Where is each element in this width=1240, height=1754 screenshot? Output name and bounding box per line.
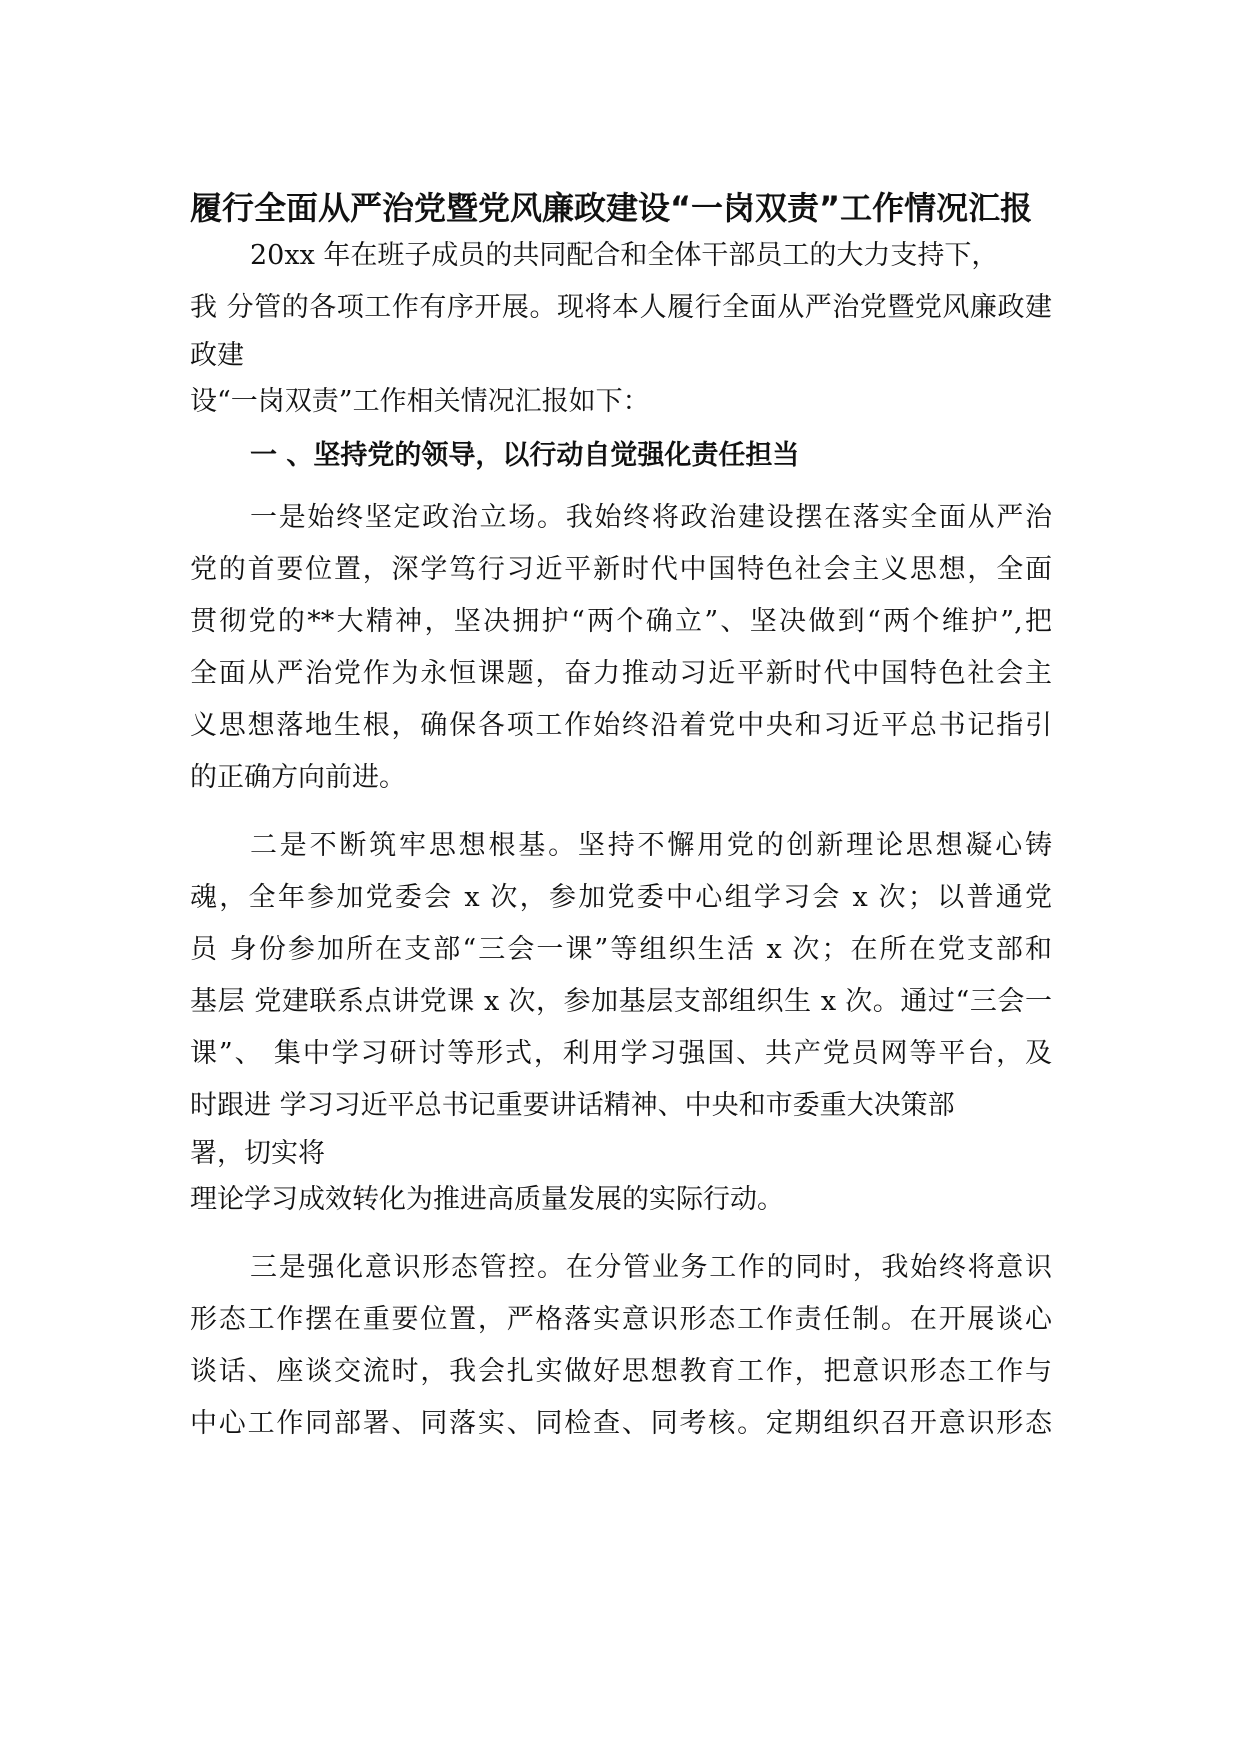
para1-line-3: 贯彻党的**大精神，坚决拥护“两个确立”、坚决做到“两个维护”,把 xyxy=(190,606,1052,637)
para3-line-4: 中心工作同部署、同落实、同检查、同考核。定期组织召开意识形态 xyxy=(190,1408,1052,1439)
para2-line-3: 员 身份参加所在支部“三会一课”等组织生活 x 次；在所在党支部和 xyxy=(190,934,1052,965)
para2-line-5: 课”、 集中学习研讨等形式，利用学习强国、共产党员网等平台，及 xyxy=(190,1038,1052,1069)
para2-line-8: 理论学习成效转化为推进高质量发展的实际行动。 xyxy=(190,1184,784,1215)
section-heading-1: 一 、坚持党的领导，以行动自觉强化责任担当 xyxy=(250,440,800,471)
para1-line-4: 全面从严治党作为永恒课题，奋力推动习近平新时代中国特色社会主 xyxy=(190,658,1052,689)
para2-line-7: 署，切实将 xyxy=(190,1138,325,1169)
para3-line-1: 三是强化意识形态管控。在分管业务工作的同时，我始终将意识 xyxy=(250,1252,1052,1283)
intro-line-3: 政建 xyxy=(190,340,244,371)
intro-line-2: 我 分管的各项工作有序开展。现将本人履行全面从严治党暨党风廉政建 xyxy=(190,292,1052,323)
para3-line-3: 谈话、座谈交流时，我会扎实做好思想教育工作，把意识形态工作与 xyxy=(190,1356,1052,1387)
para2-line-2: 魂，全年参加党委会 x 次，参加党委中心组学习会 x 次；以普通党 xyxy=(190,882,1052,913)
para1-line-6: 的正确方向前进。 xyxy=(190,762,406,793)
para3-line-2: 形态工作摆在重要位置，严格落实意识形态工作责任制。在开展谈心 xyxy=(190,1304,1052,1335)
document-title: 履行全面从严治党暨党风廉政建设“一岗双责”工作情况汇报 xyxy=(190,189,1033,227)
para1-line-1: 一是始终坚定政治立场。我始终将政治建设摆在落实全面从严治 xyxy=(250,502,1052,533)
para2-line-6: 时跟进 学习习近平总书记重要讲话精神、中央和市委重大决策部 xyxy=(190,1090,955,1121)
intro-line-1: 20xx 年在班子成员的共同配合和全体干部员工的大力支持下， xyxy=(250,240,999,271)
para1-line-5: 义思想落地生根，确保各项工作始终沿着党中央和习近平总书记指引 xyxy=(190,710,1052,741)
para1-line-2: 党的首要位置，深学笃行习近平新时代中国特色社会主义思想，全面 xyxy=(190,554,1052,585)
para2-line-4: 基层 党建联系点讲党课 x 次，参加基层支部组织生 x 次。通过“三会一 xyxy=(190,986,1052,1017)
para2-line-1: 二是不断筑牢思想根基。坚持不懈用党的创新理论思想凝心铸 xyxy=(250,830,1052,861)
intro-line-4: 设“一岗双责”工作相关情况汇报如下： xyxy=(190,386,650,417)
